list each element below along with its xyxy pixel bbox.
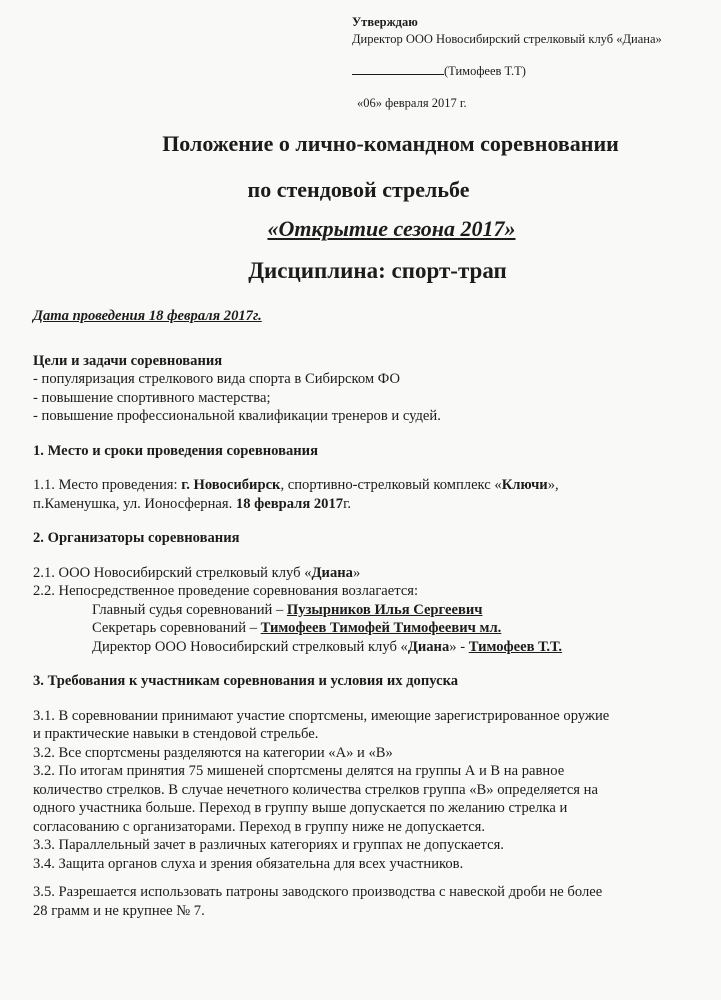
section-3-paragraph: 3.2. Все спортсмены разделяются на категории «А» и «В» bbox=[33, 744, 393, 761]
approval-position: Директор ООО Новосибирский стрелковый клуб «Диана» bbox=[352, 32, 662, 46]
heading-line-1: Положение о лично-командном соревновании bbox=[162, 131, 619, 156]
section-3-title: 3. Требования к участникам соревнования и условия их допуска bbox=[33, 673, 459, 689]
section-3-paragraph: 3.5. Разрешается использовать патроны заводского производства с навеской дроби не более bbox=[33, 884, 603, 900]
approval-title: Утверждаю bbox=[352, 15, 418, 29]
goal-item: - повышение спортивного мастерства; bbox=[33, 389, 271, 406]
section-3-paragraph: 3.1. В соревновании принимают участие спортсмены, имеющие зарегистрированное оружие bbox=[33, 707, 610, 724]
section-3-paragraph: количество стрелков. В случае нечетного количества стрелков группа «В» определяется на bbox=[33, 781, 598, 798]
section-3-paragraph: 3.4. Защита органов слуха и зрения обязательна для всех участников. bbox=[33, 855, 464, 872]
signature-line bbox=[352, 63, 526, 79]
heading-line-3: «Открытие сезона 2017» bbox=[267, 216, 516, 241]
section-3-paragraph: одного участника больше. Переход в группу выше допускается по желанию стрелка и bbox=[33, 800, 568, 816]
section-1-paragraph-2: п.Каменушка, ул. Ионосферная. 18 февраля 2017г. bbox=[33, 495, 352, 512]
event-date: Дата проведения 18 февраля 2017г. bbox=[33, 308, 262, 324]
goal-item: - повышение профессиональной квалификации тренеров и судей. bbox=[33, 408, 441, 424]
section-3-paragraph: и практические навыки в стендовой стрельбе. bbox=[33, 726, 319, 742]
signature-blank bbox=[352, 63, 444, 75]
document-body bbox=[33, 307, 721, 920]
section-3-paragraph: согласованию с организаторами. Переход в группу ниже не допускается. bbox=[33, 818, 486, 835]
section-2-title: 2. Организаторы соревнования bbox=[33, 530, 240, 546]
heading-line-2: по стендовой стрельбе bbox=[247, 177, 470, 202]
section-3-paragraph: 3.2. По итогам принятия 75 мишеней спортсмены делятся на группы А и В на равное bbox=[33, 763, 565, 779]
goals-title: Цели и задачи соревнования bbox=[33, 352, 223, 369]
director: Директор ООО Новосибирский стрелковый клуб «Диана» - Тимофеев Т.Т. bbox=[92, 638, 562, 655]
goal-item: - популяризация стрелкового вида спорта в Сибирском ФО bbox=[33, 371, 401, 387]
section-3-paragraph: 3.3. Параллельный зачет в различных категориях и группах не допускается. bbox=[33, 837, 504, 853]
section-1-title: 1. Место и сроки проведения соревнования bbox=[33, 442, 318, 459]
section-2-paragraph-2: 2.2. Непосредственное проведение соревнования возлагается: bbox=[33, 583, 419, 599]
section-2-paragraph-1: 2.1. ООО Новосибирский стрелковый клуб «Диана» bbox=[33, 564, 361, 581]
approval-signatory: (Тимофеев Т.Т) bbox=[444, 64, 526, 78]
section-3-paragraph: 28 грамм и не крупнее № 7. bbox=[33, 902, 205, 919]
secretary: Секретарь соревнований – Тимофеев Тимофей Тимофеевич мл. bbox=[92, 620, 502, 636]
section-1-paragraph-1: 1.1. Место проведения: г. Новосибирск, спортивно-стрелковый комплекс «Ключи», bbox=[33, 477, 559, 493]
approval-block bbox=[352, 14, 662, 48]
heading-line-4: Дисциплина: спорт-трап bbox=[248, 258, 507, 283]
approval-date: «06» февраля 2017 г. bbox=[357, 96, 467, 110]
chief-judge: Главный судья соревнований – Пузырников Илья Сергеевич bbox=[92, 601, 483, 618]
